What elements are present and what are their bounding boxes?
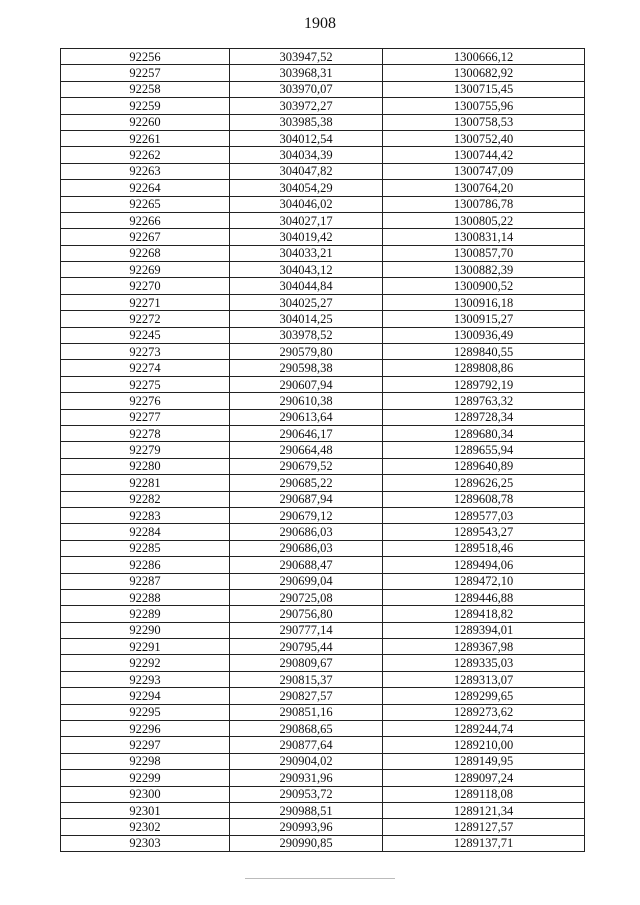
table-row [61,212,585,228]
y-coordinate-cell: 1289808,86 [383,360,585,376]
x-coordinate-cell: 290725,08 [230,589,383,605]
y-coordinate-cell: 1300747,09 [383,163,585,179]
y-coordinate-cell: 1289608,78 [383,491,585,507]
table-row [61,327,585,343]
point-number-cell: 92276 [61,393,230,409]
point-number-cell: 92283 [61,507,230,523]
x-coordinate-cell: 304012,54 [230,130,383,146]
point-number-cell: 92281 [61,475,230,491]
table-row [61,753,585,769]
y-coordinate-cell: 1300915,27 [383,311,585,327]
point-number-cell: 92260 [61,114,230,130]
table-row [61,245,585,261]
point-number-cell: 92269 [61,262,230,278]
point-number-cell: 92294 [61,688,230,704]
table-row [61,81,585,97]
table-row [61,147,585,163]
point-number-cell: 92284 [61,524,230,540]
point-number-cell: 92297 [61,737,230,753]
x-coordinate-cell: 290664,48 [230,442,383,458]
x-coordinate-cell: 290699,04 [230,573,383,589]
y-coordinate-cell: 1300744,42 [383,147,585,163]
table-row [61,704,585,720]
table-row [61,442,585,458]
x-coordinate-cell: 303985,38 [230,114,383,130]
y-coordinate-cell: 1289273,62 [383,704,585,720]
table-row [61,262,585,278]
table-row [61,278,585,294]
y-coordinate-cell: 1300786,78 [383,196,585,212]
x-coordinate-cell: 304047,82 [230,163,383,179]
table-row [61,180,585,196]
table-row [61,376,585,392]
table-row [61,491,585,507]
point-number-cell: 92295 [61,704,230,720]
y-coordinate-cell: 1300758,53 [383,114,585,130]
point-number-cell: 92259 [61,98,230,114]
y-coordinate-cell: 1300805,22 [383,212,585,228]
table-row [61,688,585,704]
y-coordinate-cell: 1300936,49 [383,327,585,343]
point-number-cell: 92263 [61,163,230,179]
point-number-cell: 92280 [61,458,230,474]
x-coordinate-cell: 304027,17 [230,212,383,228]
table-row [61,475,585,491]
table-row [61,425,585,441]
page-number: 1908 [304,15,336,32]
table-row [61,360,585,376]
point-number-cell: 92292 [61,655,230,671]
x-coordinate-cell: 303947,52 [230,49,383,65]
y-coordinate-cell: 1289118,08 [383,786,585,802]
point-number-cell: 92302 [61,819,230,835]
point-number-cell: 92264 [61,180,230,196]
x-coordinate-cell: 290679,52 [230,458,383,474]
point-number-cell: 92288 [61,589,230,605]
x-coordinate-cell: 290688,47 [230,557,383,573]
table-row [61,524,585,540]
y-coordinate-cell: 1300682,92 [383,65,585,81]
x-coordinate-cell: 290598,38 [230,360,383,376]
x-coordinate-cell: 304054,29 [230,180,383,196]
point-number-cell: 92290 [61,622,230,638]
table-row [61,557,585,573]
point-number-cell: 92275 [61,376,230,392]
y-coordinate-cell: 1289244,74 [383,721,585,737]
x-coordinate-cell: 304033,21 [230,245,383,261]
y-coordinate-cell: 1289335,03 [383,655,585,671]
bottom-rule [245,878,395,879]
table-row [61,540,585,556]
x-coordinate-cell: 290868,65 [230,721,383,737]
table-row [61,639,585,655]
x-coordinate-cell: 290827,57 [230,688,383,704]
y-coordinate-cell: 1300755,96 [383,98,585,114]
x-coordinate-cell: 304046,02 [230,196,383,212]
y-coordinate-cell: 1300666,12 [383,49,585,65]
x-coordinate-cell: 303968,31 [230,65,383,81]
x-coordinate-cell: 290687,94 [230,491,383,507]
y-coordinate-cell: 1289149,95 [383,753,585,769]
point-number-cell: 92245 [61,327,230,343]
point-number-cell: 92270 [61,278,230,294]
point-number-cell: 92265 [61,196,230,212]
x-coordinate-cell: 290679,12 [230,507,383,523]
x-coordinate-cell: 304025,27 [230,294,383,310]
y-coordinate-cell: 1289472,10 [383,573,585,589]
table-row [61,786,585,802]
table-row [61,65,585,81]
point-number-cell: 92289 [61,606,230,622]
y-coordinate-cell: 1289313,07 [383,671,585,687]
table-row [61,114,585,130]
y-coordinate-cell: 1300752,40 [383,130,585,146]
y-coordinate-cell: 1289446,88 [383,589,585,605]
x-coordinate-cell: 290851,16 [230,704,383,720]
point-number-cell: 92258 [61,81,230,97]
x-coordinate-cell: 290877,64 [230,737,383,753]
y-coordinate-cell: 1289680,34 [383,425,585,441]
x-coordinate-cell: 290579,80 [230,344,383,360]
table-row [61,98,585,114]
y-coordinate-cell: 1300857,70 [383,245,585,261]
point-number-cell: 92256 [61,49,230,65]
point-number-cell: 92296 [61,721,230,737]
table-row [61,835,585,851]
y-coordinate-cell: 1289763,32 [383,393,585,409]
point-number-cell: 92291 [61,639,230,655]
x-coordinate-cell: 303978,52 [230,327,383,343]
point-number-cell: 92277 [61,409,230,425]
y-coordinate-cell: 1289655,94 [383,442,585,458]
table-row [61,573,585,589]
table-row [61,589,585,605]
point-number-cell: 92279 [61,442,230,458]
y-coordinate-cell: 1289367,98 [383,639,585,655]
point-number-cell: 92287 [61,573,230,589]
y-coordinate-cell: 1289137,71 [383,835,585,851]
y-coordinate-cell: 1300831,14 [383,229,585,245]
y-coordinate-cell: 1289640,89 [383,458,585,474]
x-coordinate-cell: 304043,12 [230,262,383,278]
table-row [61,196,585,212]
y-coordinate-cell: 1289518,46 [383,540,585,556]
point-number-cell: 92286 [61,557,230,573]
point-number-cell: 92273 [61,344,230,360]
point-number-cell: 92299 [61,770,230,786]
x-coordinate-cell: 290777,14 [230,622,383,638]
point-number-cell: 92301 [61,802,230,818]
x-coordinate-cell: 290904,02 [230,753,383,769]
table-row [61,163,585,179]
table-row [61,655,585,671]
y-coordinate-cell: 1289394,01 [383,622,585,638]
x-coordinate-cell: 290646,17 [230,425,383,441]
point-number-cell: 92266 [61,212,230,228]
table-row [61,229,585,245]
table-row [61,819,585,835]
x-coordinate-cell: 290988,51 [230,802,383,818]
x-coordinate-cell: 304019,42 [230,229,383,245]
point-number-cell: 92257 [61,65,230,81]
y-coordinate-cell: 1289210,00 [383,737,585,753]
y-coordinate-cell: 1289299,65 [383,688,585,704]
y-coordinate-cell: 1300916,18 [383,294,585,310]
y-coordinate-cell: 1289792,19 [383,376,585,392]
point-number-cell: 92262 [61,147,230,163]
x-coordinate-cell: 290993,96 [230,819,383,835]
y-coordinate-cell: 1289577,03 [383,507,585,523]
point-number-cell: 92271 [61,294,230,310]
x-coordinate-cell: 303972,27 [230,98,383,114]
point-number-cell: 92268 [61,245,230,261]
table-row [61,770,585,786]
y-coordinate-cell: 1300882,39 [383,262,585,278]
table-row [61,737,585,753]
point-number-cell: 92300 [61,786,230,802]
y-coordinate-cell: 1289097,24 [383,770,585,786]
x-coordinate-cell: 290756,80 [230,606,383,622]
point-number-cell: 92278 [61,425,230,441]
x-coordinate-cell: 290613,64 [230,409,383,425]
x-coordinate-cell: 304044,84 [230,278,383,294]
table-row [61,393,585,409]
table-body [61,49,585,852]
table-row [61,294,585,310]
x-coordinate-cell: 290809,67 [230,655,383,671]
point-number-cell: 92303 [61,835,230,851]
table-row [61,507,585,523]
x-coordinate-cell: 290795,44 [230,639,383,655]
y-coordinate-cell: 1289127,57 [383,819,585,835]
table-row [61,311,585,327]
x-coordinate-cell: 290685,22 [230,475,383,491]
table-row [61,606,585,622]
point-number-cell: 92261 [61,130,230,146]
y-coordinate-cell: 1289543,27 [383,524,585,540]
point-number-cell: 92282 [61,491,230,507]
table-row [61,130,585,146]
point-number-cell: 92285 [61,540,230,556]
x-coordinate-cell: 290686,03 [230,540,383,556]
point-number-cell: 92274 [61,360,230,376]
y-coordinate-cell: 1300900,52 [383,278,585,294]
point-number-cell: 92293 [61,671,230,687]
y-coordinate-cell: 1289840,55 [383,344,585,360]
x-coordinate-cell: 290953,72 [230,786,383,802]
y-coordinate-cell: 1289418,82 [383,606,585,622]
y-coordinate-cell: 1300764,20 [383,180,585,196]
point-number-cell: 92272 [61,311,230,327]
y-coordinate-cell: 1289728,34 [383,409,585,425]
x-coordinate-cell: 290815,37 [230,671,383,687]
x-coordinate-cell: 290990,85 [230,835,383,851]
table-row [61,721,585,737]
x-coordinate-cell: 290931,96 [230,770,383,786]
table-row [61,344,585,360]
table-row [61,409,585,425]
point-number-cell: 92267 [61,229,230,245]
table-row [61,671,585,687]
x-coordinate-cell: 304014,25 [230,311,383,327]
table-row [61,622,585,638]
y-coordinate-cell: 1300715,45 [383,81,585,97]
point-number-cell: 92298 [61,753,230,769]
coordinates-table [60,48,585,852]
table-row [61,802,585,818]
x-coordinate-cell: 304034,39 [230,147,383,163]
y-coordinate-cell: 1289626,25 [383,475,585,491]
y-coordinate-cell: 1289121,34 [383,802,585,818]
x-coordinate-cell: 290610,38 [230,393,383,409]
x-coordinate-cell: 303970,07 [230,81,383,97]
table-row [61,458,585,474]
x-coordinate-cell: 290607,94 [230,376,383,392]
table-row [61,49,585,65]
x-coordinate-cell: 290686,03 [230,524,383,540]
y-coordinate-cell: 1289494,06 [383,557,585,573]
